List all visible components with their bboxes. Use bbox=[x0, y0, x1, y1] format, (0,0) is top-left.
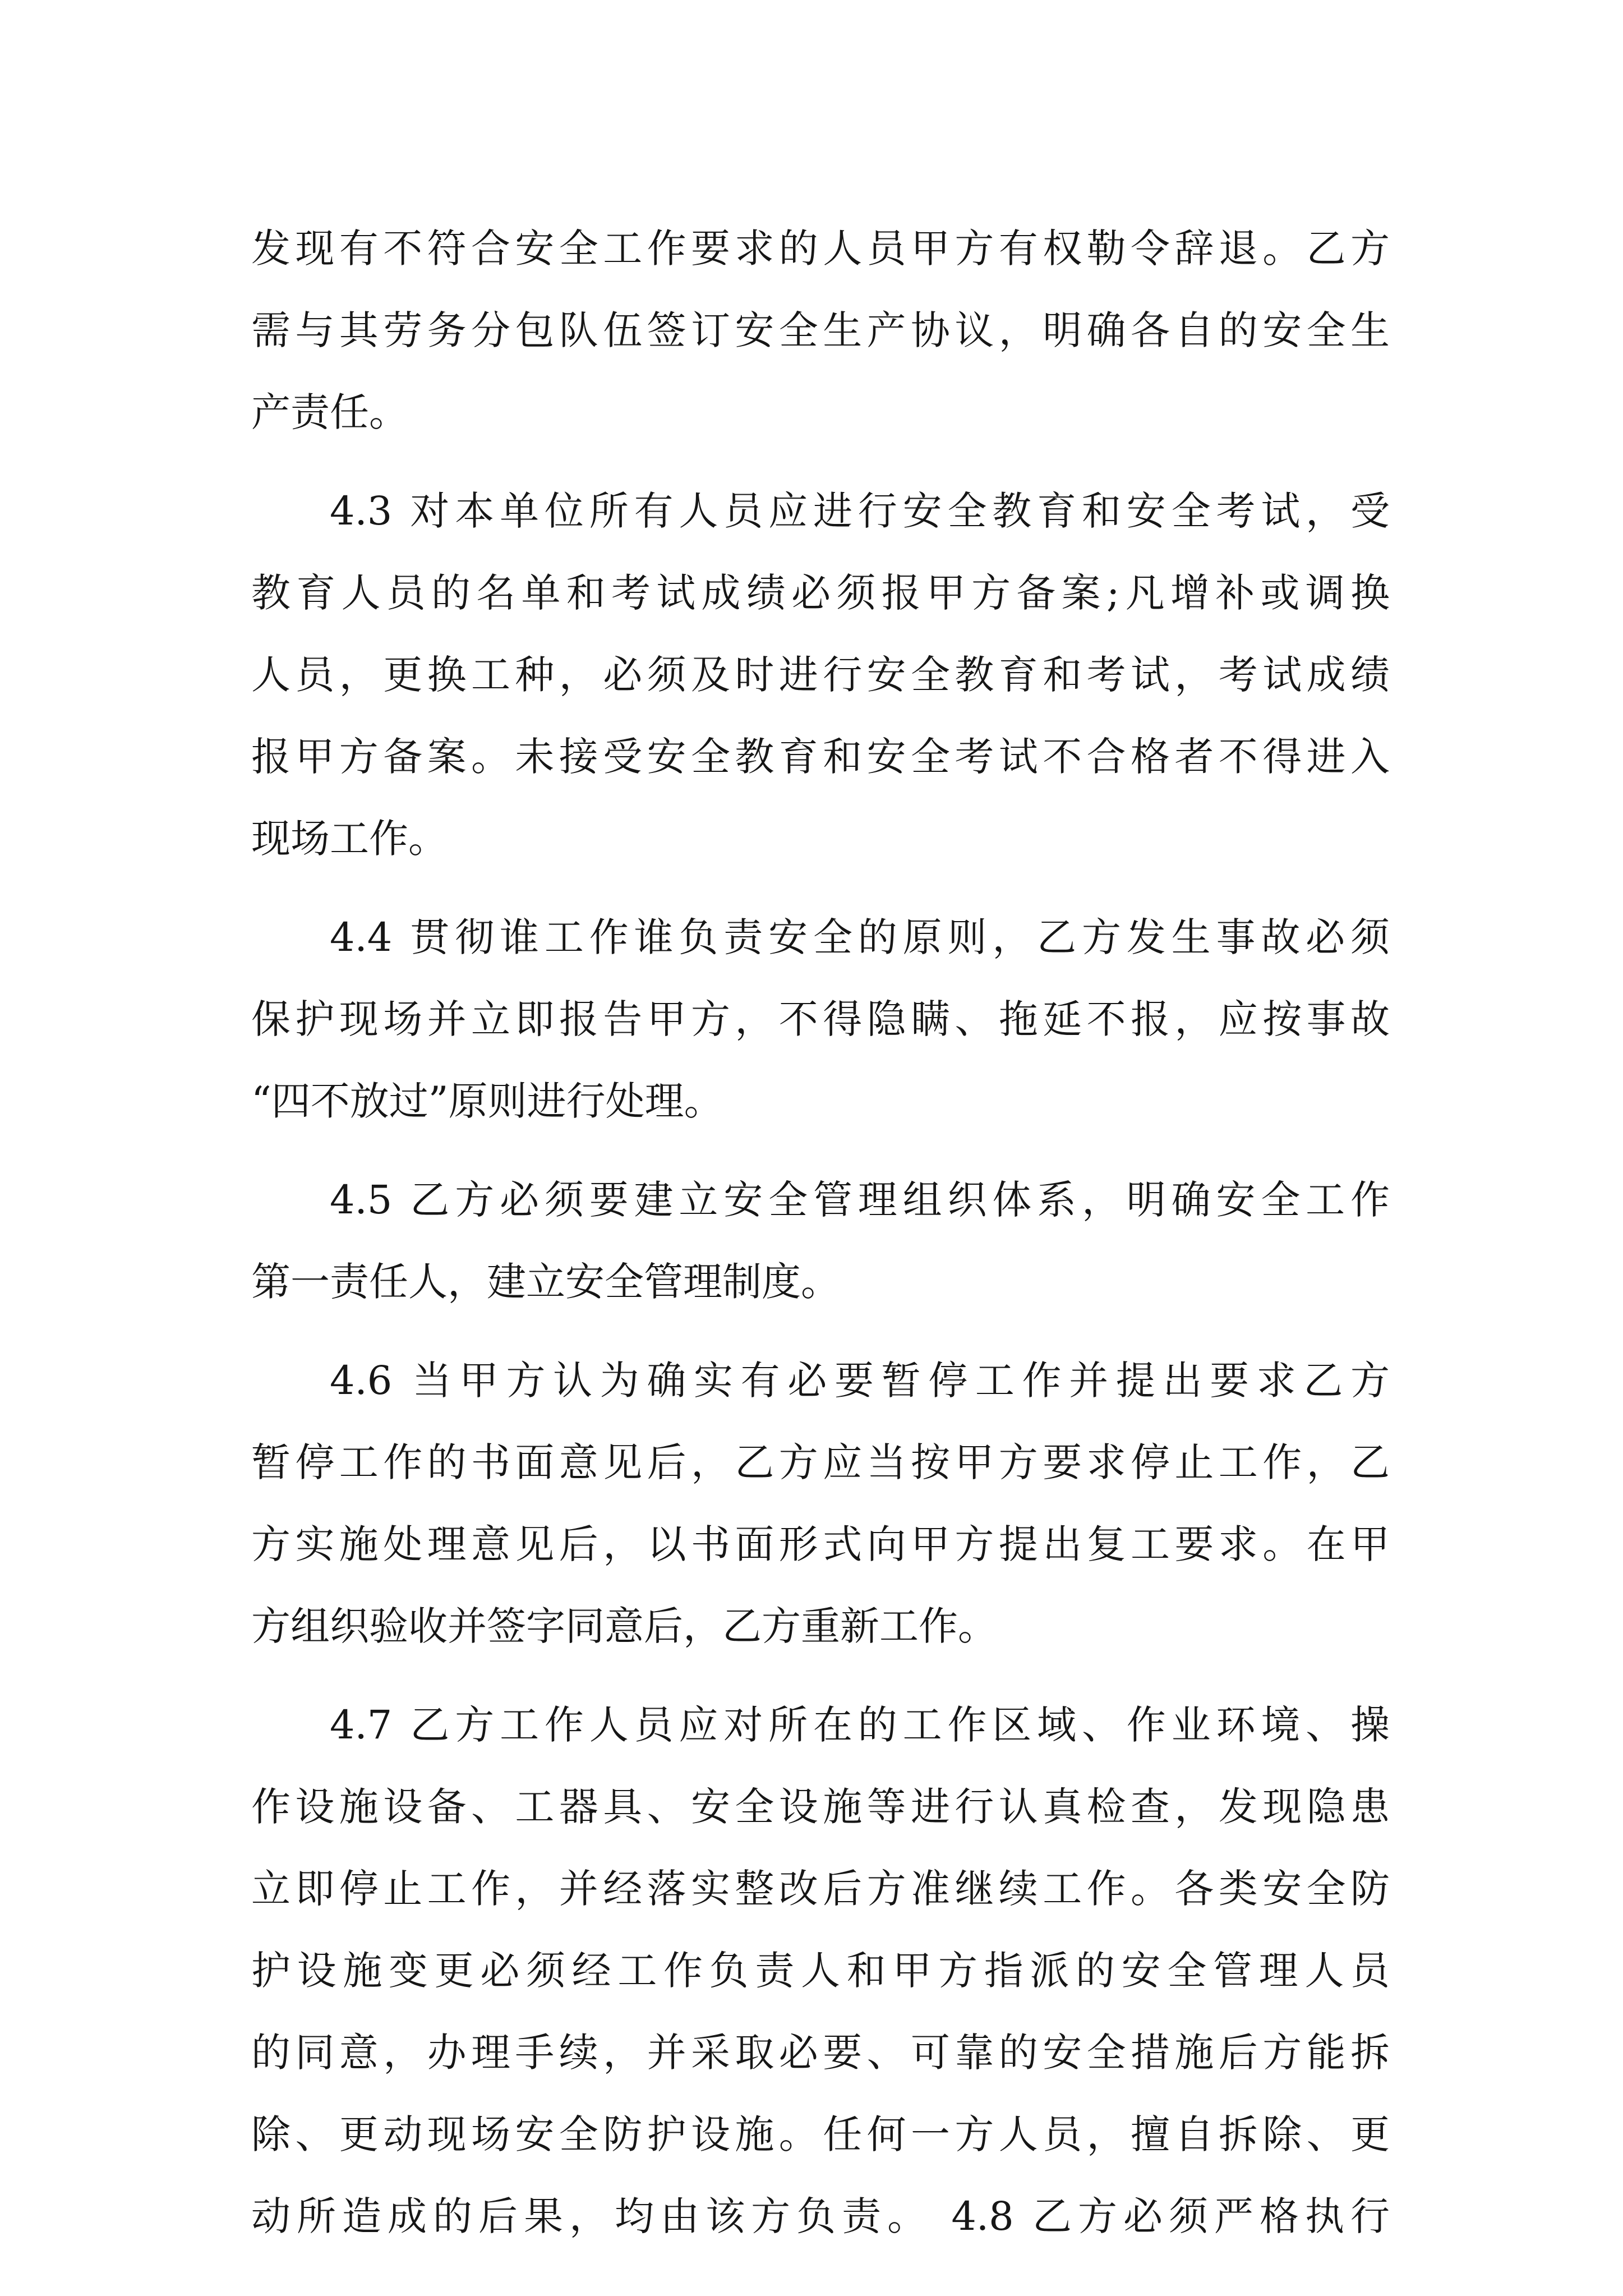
text-line: 方组织验收并签字同意后，乙方重新工作。 bbox=[251, 1603, 997, 1649]
text-line: 现场工作。 bbox=[251, 816, 448, 862]
text-line: 立即停止工作，并经落实整改后方准继续工作。各类安全防 bbox=[251, 1866, 1390, 1912]
text-line: 产责任。 bbox=[251, 389, 408, 435]
text-line: 4.5 乙方必须要建立安全管理组织体系，明确安全工作 bbox=[330, 1177, 1390, 1223]
text-line: 方实施处理意见后，以书面形式向甲方提出复工要求。在甲 bbox=[251, 1521, 1390, 1567]
text-line: 动所造成的后果，均由该方负责。 4.8 乙方必须严格执行 bbox=[251, 2193, 1390, 2239]
text-line: 4.6 当甲方认为确实有必要暂停工作并提出要求乙方 bbox=[330, 1358, 1390, 1404]
text-line: 4.4 贯彻谁工作谁负责安全的原则，乙方发生事故必须 bbox=[330, 914, 1390, 960]
text-line: 的同意，办理手续，并采取必要、可靠的安全措施后方能拆 bbox=[251, 2030, 1390, 2076]
text-line: 人员，更换工种，必须及时进行安全教育和考试，考试成绩 bbox=[251, 652, 1390, 698]
text-line: 4.3 对本单位所有人员应进行安全教育和安全考试，受 bbox=[330, 488, 1390, 534]
text-line: 发现有不符合安全工作要求的人员甲方有权勒令辞退。乙方 bbox=[251, 226, 1390, 272]
text-line: 保护现场并立即报告甲方，不得隐瞒、拖延不报，应按事故 bbox=[251, 996, 1390, 1042]
document-body bbox=[251, 208, 1390, 2257]
text-line: 需与其劳务分包队伍签订安全生产协议，明确各自的安全生 bbox=[251, 307, 1390, 353]
text-line: 暂停工作的书面意见后，乙方应当按甲方要求停止工作，乙 bbox=[251, 1439, 1390, 1485]
text-line: 报甲方备案。未接受安全教育和安全考试不合格者不得进入 bbox=[251, 734, 1390, 780]
text-line: 教育人员的名单和考试成绩必须报甲方备案;凡增补或调换 bbox=[251, 570, 1390, 616]
text-line: 护设施变更必须经工作负责人和甲方指派的安全管理人员 bbox=[251, 1948, 1390, 1994]
text-line: 4.7 乙方工作人员应对所在的工作区域、作业环境、操 bbox=[330, 1702, 1390, 1748]
text-line: “四不放过”原则进行处理。 bbox=[251, 1078, 723, 1124]
text-line: 第一责任人，建立安全管理制度。 bbox=[251, 1259, 840, 1305]
text-line: 除、更动现场安全防护设施。任何一方人员，擅自拆除、更 bbox=[251, 2111, 1390, 2157]
text-line: 作设施设备、工器具、安全设施等进行认真检查，发现隐患 bbox=[251, 1784, 1390, 1830]
